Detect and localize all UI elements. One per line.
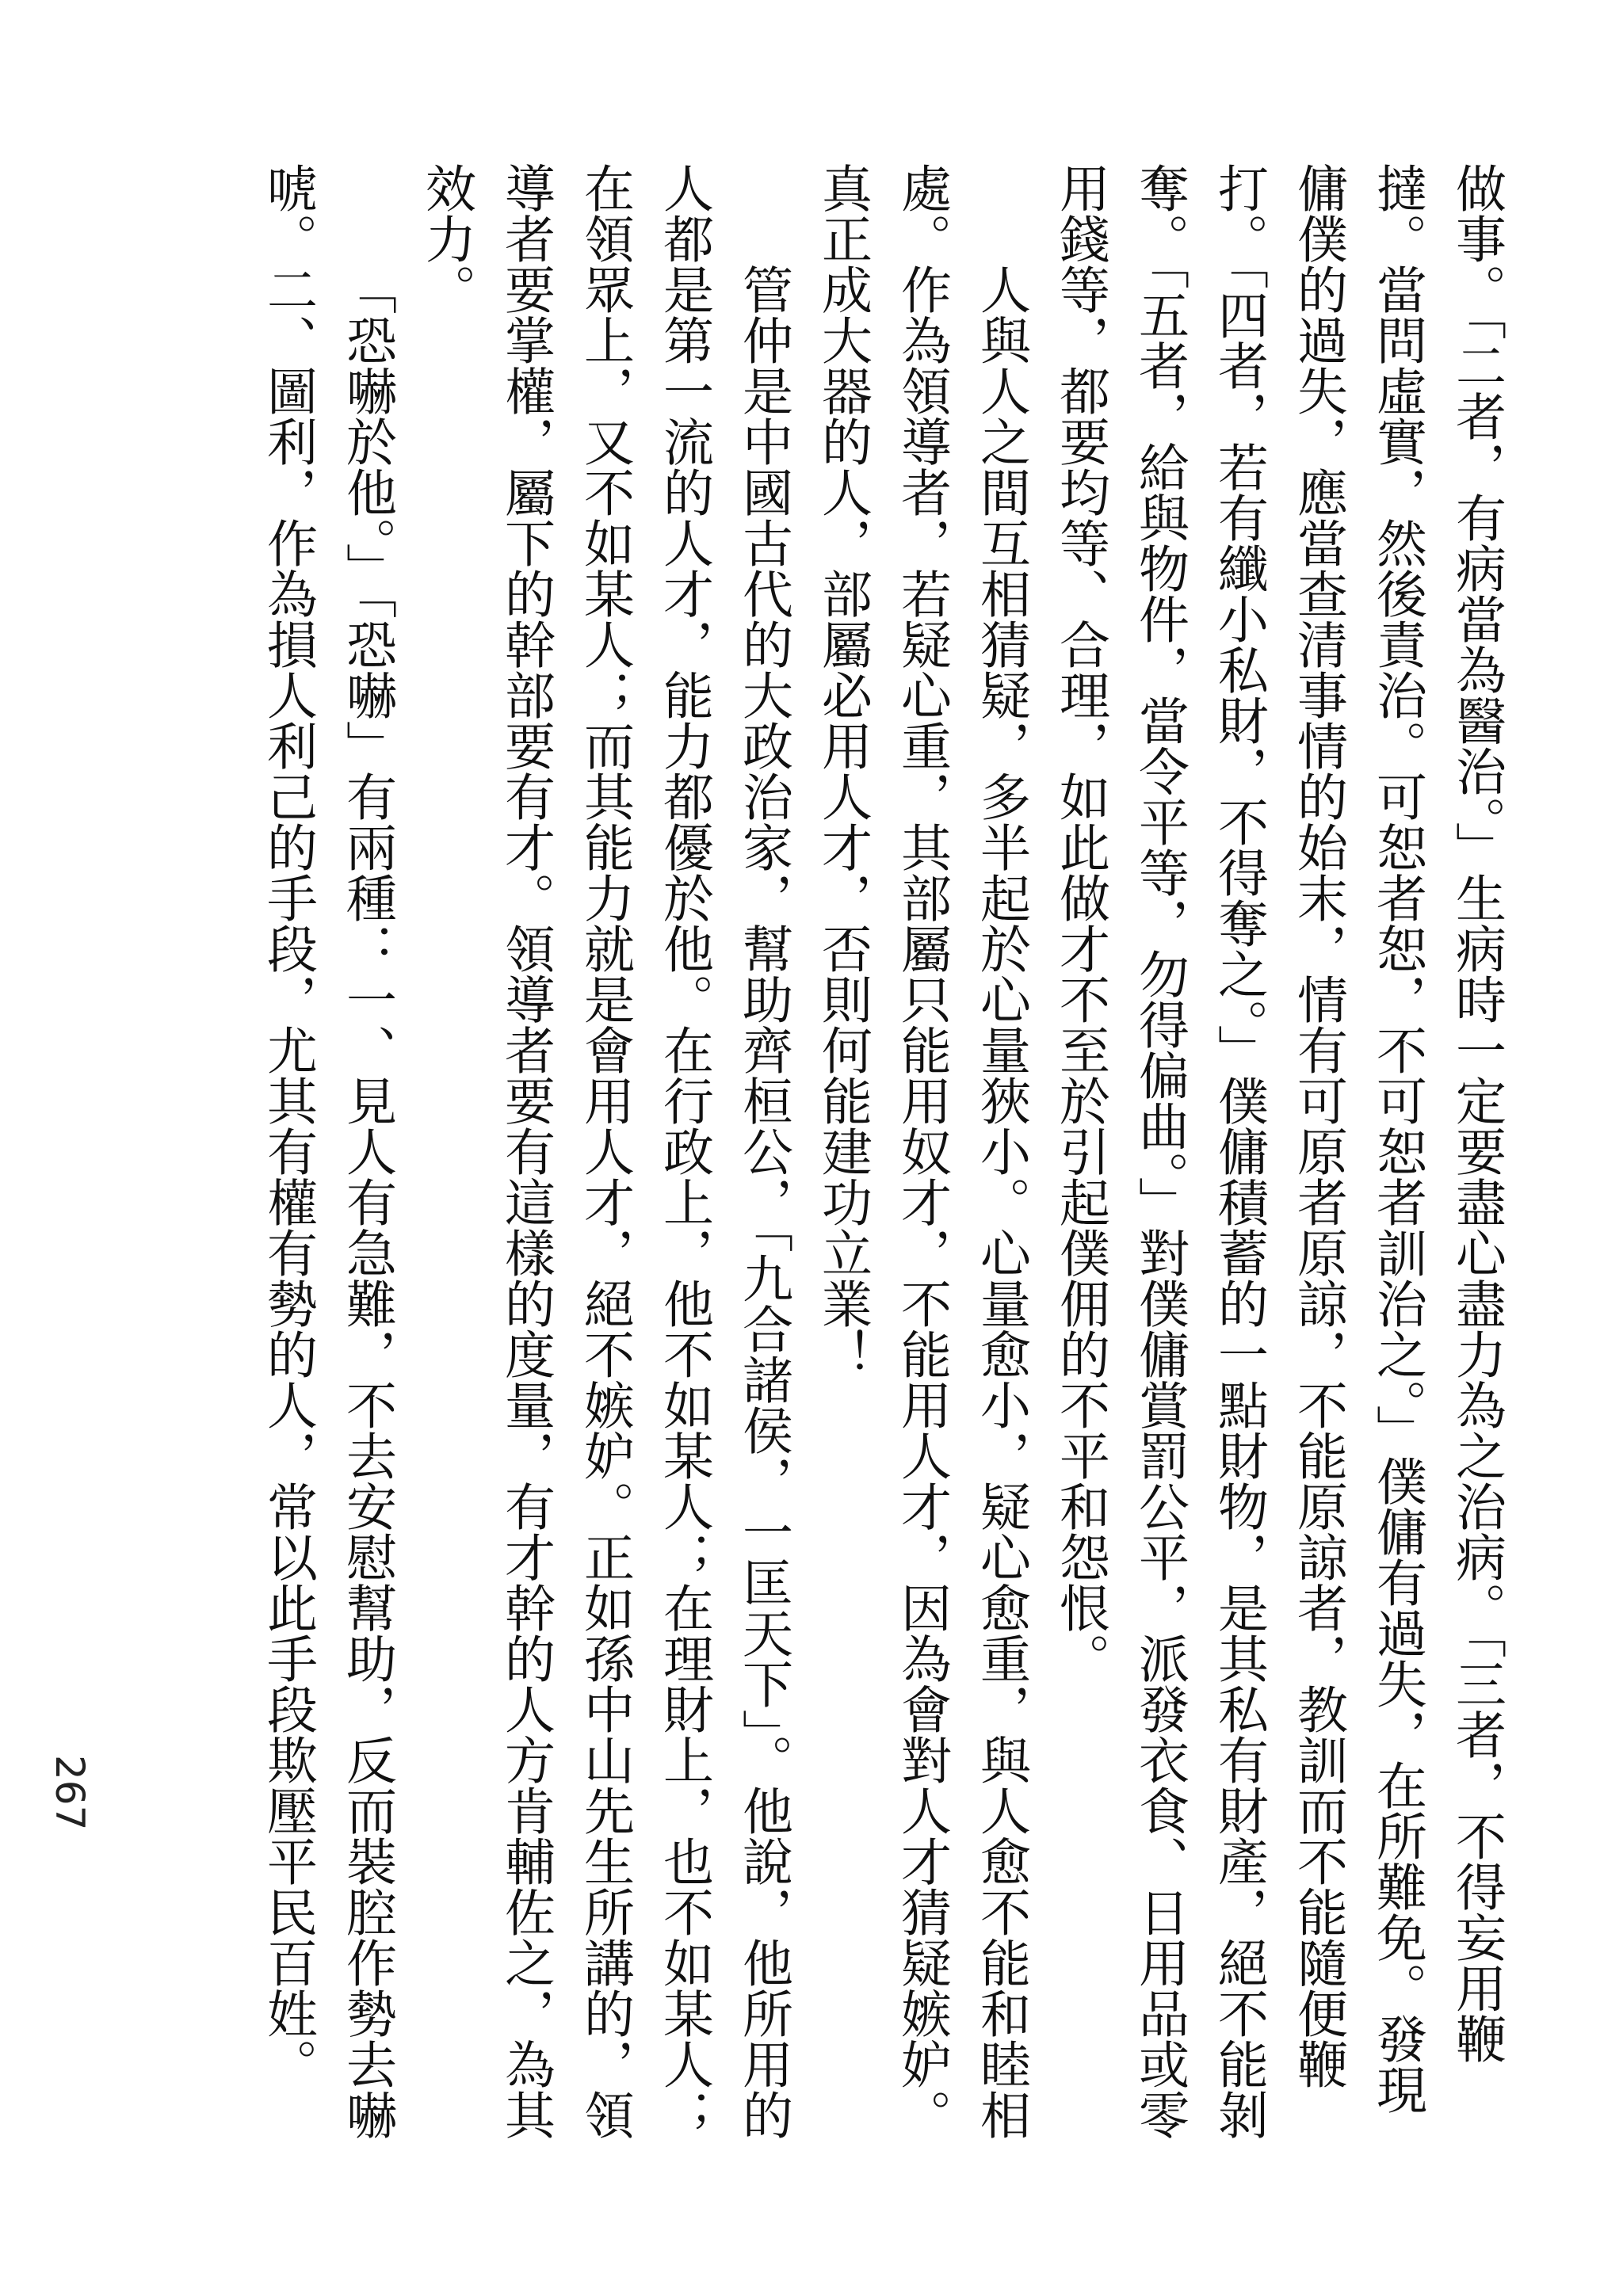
paragraph-servant-care: 做事。「二者，有病當為醫治。」生病時一定要盡心盡力為之治病。「三者，不得妄用鞭撻。當問虛實，然後責治。可恕者恕，不可恕者訓治之。」僕傭有過失，在所難免。發現傭僕的過失，應當查清事情的始末，情有可原者原諒，不能原諒者，教訓而不能隨便鞭打。「四者，若有纖小私財，不得奪之。」僕傭積蓄的一點財物，是其私有財產，絕不能剝奪。「五者，給與物件，當令平等，勿得偏曲。」對僕傭賞罰公平，派發衣食、日用品或零用錢等，都要均等、合理，如此做才不至於引起僕佣的不平和怨恨。 [1051, 162, 1506, 2140]
vertical-text-body [121, 162, 1516, 2159]
paragraph-guan-zhong: 管仲是中國古代的大政治家，幫助齊桓公，「九合諸侯，一匡天下」。他說，他所用的人都是第一流的人才，能力都優於他。在行政上，他不如某人；在理財上，也不如某人；在領眾上，又不如某人；而其能力就是會用人才，絕不嫉妒。正如孫中山先生所講的，領導者要掌權，屬下的幹部要有才。領導者要有這樣的度量，有才幹的人方肯輔佐之，為其效力。 [417, 162, 792, 2140]
paragraph-intimidation: 「恐嚇於他。」「恐嚇」有兩種：一、見人有急難，不去安慰幫助，反而裝腔作勢去嚇唬。二、圖利，作為損人利己的手段，尤其有權有勢的人，常以此手段欺壓平民百姓。 [258, 162, 396, 2140]
paragraph-suspicion: 人與人之間互相猜疑，多半起於心量狹小。心量愈小，疑心愈重，與人愈不能和睦相處。作為領導者，若疑心重，其部屬只能用奴才，不能用人才，因為會對人才猜疑嫉妒。真正成大器的人，部屬必用人才，否則何能建功立業！ [813, 162, 1030, 2140]
page-number: 267 [47, 1755, 93, 1831]
